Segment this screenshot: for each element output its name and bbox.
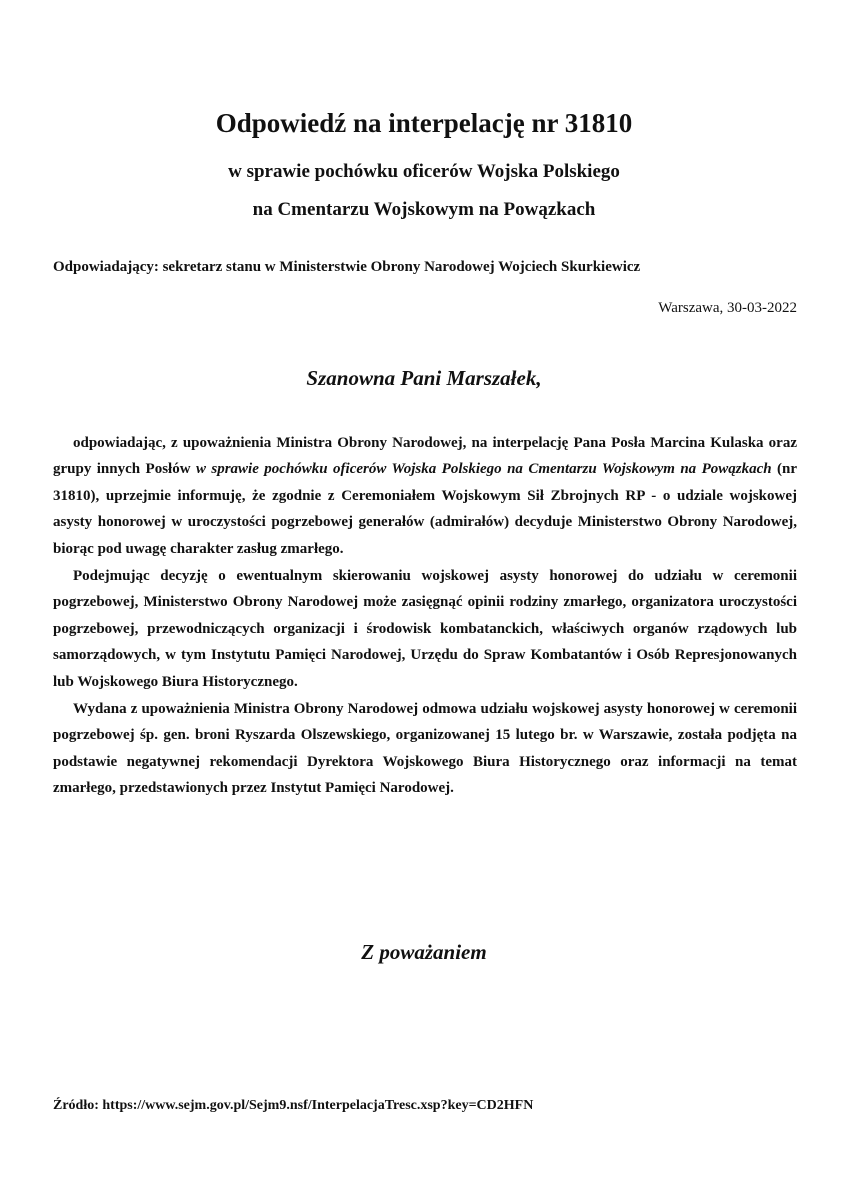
source-line: Źródło: https://www.sejm.gov.pl/Sejm9.nsf/InterpelacjaTresc.xsp?key=CD2HFN [53,1098,534,1113]
document-subtitle-line-1: w sprawie pochówku oficerów Wojska Polskiego [228,161,620,182]
letter-body [53,430,797,802]
body-paragraph-1-text-b: (nr 31810), uprzejmie informuję, że zgodnie z Ceremoniałem Wojskowym Sił Zbrojnych RP - o udziale wojskowej asysty honorowej w uroczystości pogrzebowej generałów (admirałów) decyduje Ministerstwo Obrony Narodowej, biorąc pod uwagę charakter zasług zmarłego. [53,461,798,557]
body-paragraph-1-italic-topic: w sprawie pochówku oficerów Wojska Polskiego na Cmentarzu Wojskowym na Powązkach [195,461,772,478]
document-subtitle-line-2: na Cmentarzu Wojskowym na Powązkach [252,199,596,220]
document-title: Odpowiedź na interpelację nr 31810 [215,108,633,138]
salutation: Szanowna Pani Marszałek, [306,366,542,390]
body-paragraph-3: Wydana z upoważnienia Ministra Obrony Narodowej odmowa udziału wojskowej asysty honorowej w ceremonii pogrzebowej śp. gen. broni Ryszarda Olszewskiego, organizowanej 15 lutego br. w Warszawie, została podjęta na podstawie negatywnej rekomendacji Dyrektora Wojskowego Biura Historycznego oraz informacji na temat zmarłego, przedstawionych przez Instytut Pamięci Narodowej. [53,701,797,797]
body-paragraph-2: Podejmując decyzję o ewentualnym skierowaniu wojskowej asysty honorowej do udziału w ceremonii pogrzebowej, Ministerstwo Obrony Narodowej może zasięgnąć opinii rodziny zmarłego, organizatora uroczystości pogrzebowej, przewodniczących organizacji i środowisk kombatanckich, właściwych organów rządowych lub samorządowych, w tym Instytutu Pamięci Narodowej, Urzędu do Spraw Kombatantów i Osób Represjonowanych lub Wojskowego Biura Historycznego. [53,568,797,690]
body-paragraph-1-text-a: odpowiadając, z upoważnienia Ministra Obrony Narodowej, na interpelację Pana Posła Marcina Kulaska oraz grupy innych Posłów [53,435,797,478]
date-line: Warszawa, 30-03-2022 [658,300,797,316]
respondent-line: Odpowiadający: sekretarz stanu w Ministerstwie Obrony Narodowej Wojciech Skurkiewicz [53,259,641,275]
body-paragraph-1 [53,430,797,562]
closing-phrase: Z poważaniem [361,940,487,964]
